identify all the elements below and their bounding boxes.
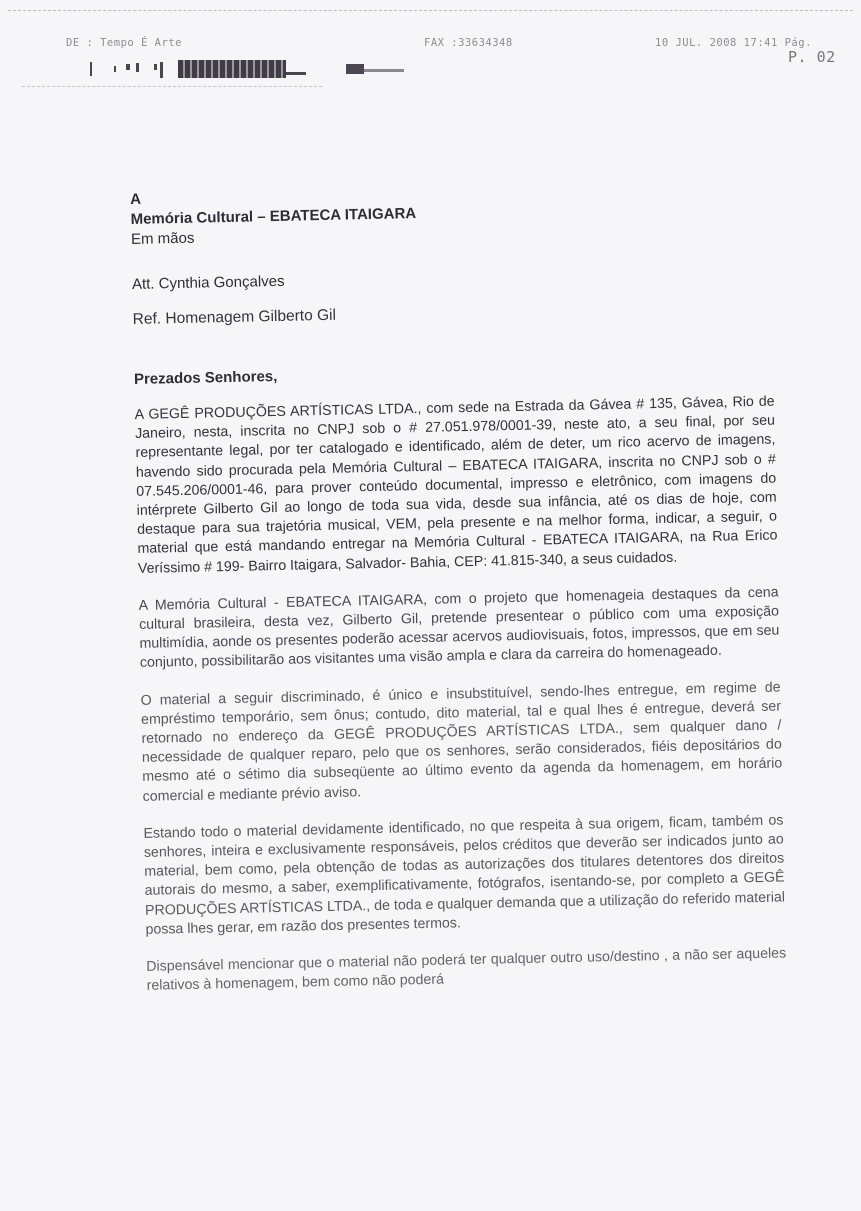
fax-number: FAX :33634348 [424, 37, 513, 49]
delivery-note: Em mãos [130, 229, 195, 248]
reference-line: Ref. Homenagem Gilberto Gil [132, 306, 337, 328]
salutation: Prezados Senhores, [133, 367, 278, 388]
paragraph: Dispensável mencionar que o material não poderá ter qualquer outro uso/destino , a não ser aqueles relativos à homenagem, bem como não poderá [146, 945, 787, 995]
paragraph: Estando todo o material devidamente identificado, no que respeita à sua origem, ficam, também os senhores, inteira e exclusivamente responsáveis, pelos créditos que deverão ser indicados junto ao material, bem como, pela obtenção de todas as autorizações dos titulares detentores dos direitos autorais do mesmo, a saber, exemplificativamente, fotógrafos, isentando-se, por completo a GEGÊ PRODUÇÕES ARTÍSTICAS LTDA., de toda e qualquer demanda que a utilização do referido material possa lhes gerar, em razão dos presentes termos. [143, 812, 786, 938]
letter-body [130, 177, 787, 997]
fax-underline [22, 86, 322, 87]
paragraph: A GEGÊ PRODUÇÕES ARTÍSTICAS LTDA., com sede na Estrada da Gávea # 135, Gávea, Rio de Janeiro, nesta, inscrita no CNPJ sob o # 27.051.978/0001-39, neste ato, a seu final, por seu representante legal, por ter catalogado e identificado, além de deter, um rico acervo de imagens, havendo sido procurada pela Memória Cultural – EBATECA ITAIGARA, inscrita no CNPJ sob o # 07.545.206/0001-46, para prover conteúdo documental, impresso e eletrônico, com imagens do intérprete Gilberto Gil ao longo de toda sua vida, desde sua infância, até os dias de hoje, com destaque para sua trajetória musical, VEM, pela presente e na melhor forma, indicar, a seguir, o material que está mandando entregar na Memória Cultural - EBATECA ITAIGARA, na Rua Erico Veríssimo # 199- Bairro Itaigara, Salvador- Bahia, CEP: 41.815-340, a seus cuidados. [134, 393, 778, 577]
paragraph: O material a seguir discriminado, é único e insubstituível, sendo-lhes entregue, em regime de empréstimo temporário, sem ônus; contudo, dito material, tal e qual lhes é entregue, deverá ser retornado no endereço da GEGÊ PRODUÇÕES ARTÍSTICAS LTDA., sem qualquer dano / necessidade de qualquer reparo, pelo que os senhores, serão considerados, fiéis depositários do mesmo até o sétimo dia subseqüente ao último evento da agenda da homenagem, em horário comercial e mediante prévio aviso. [140, 679, 783, 805]
fax-header [0, 0, 861, 100]
attention-line: Att. Cynthia Gonçalves [131, 272, 285, 293]
fax-sender: DE : Tempo É Arte [66, 37, 182, 49]
recipient-name: Memória Cultural – EBATECA ITAIGARA [130, 205, 417, 228]
paragraph: A Memória Cultural - EBATECA ITAIGARA, com o projeto que homenageia destaques da cena cultural brasileira, desta vez, Gilberto Gil, pretende presentear o público com uma exposição multimídia, aonde os presentes poderão acessar acervos audiovisuais, fotos, impressos, que em seu conjunto, possibilitarão aos visitantes uma visão ampla e clara da carreira do homenageado. [138, 584, 780, 672]
fax-date: 10 JUL. 2008 17:41 Pág. [655, 37, 812, 49]
fax-top-border [8, 10, 853, 11]
recipient-block [130, 177, 771, 250]
fax-page-number: P. 02 [788, 48, 836, 66]
recipient-prefix: A [130, 190, 142, 208]
